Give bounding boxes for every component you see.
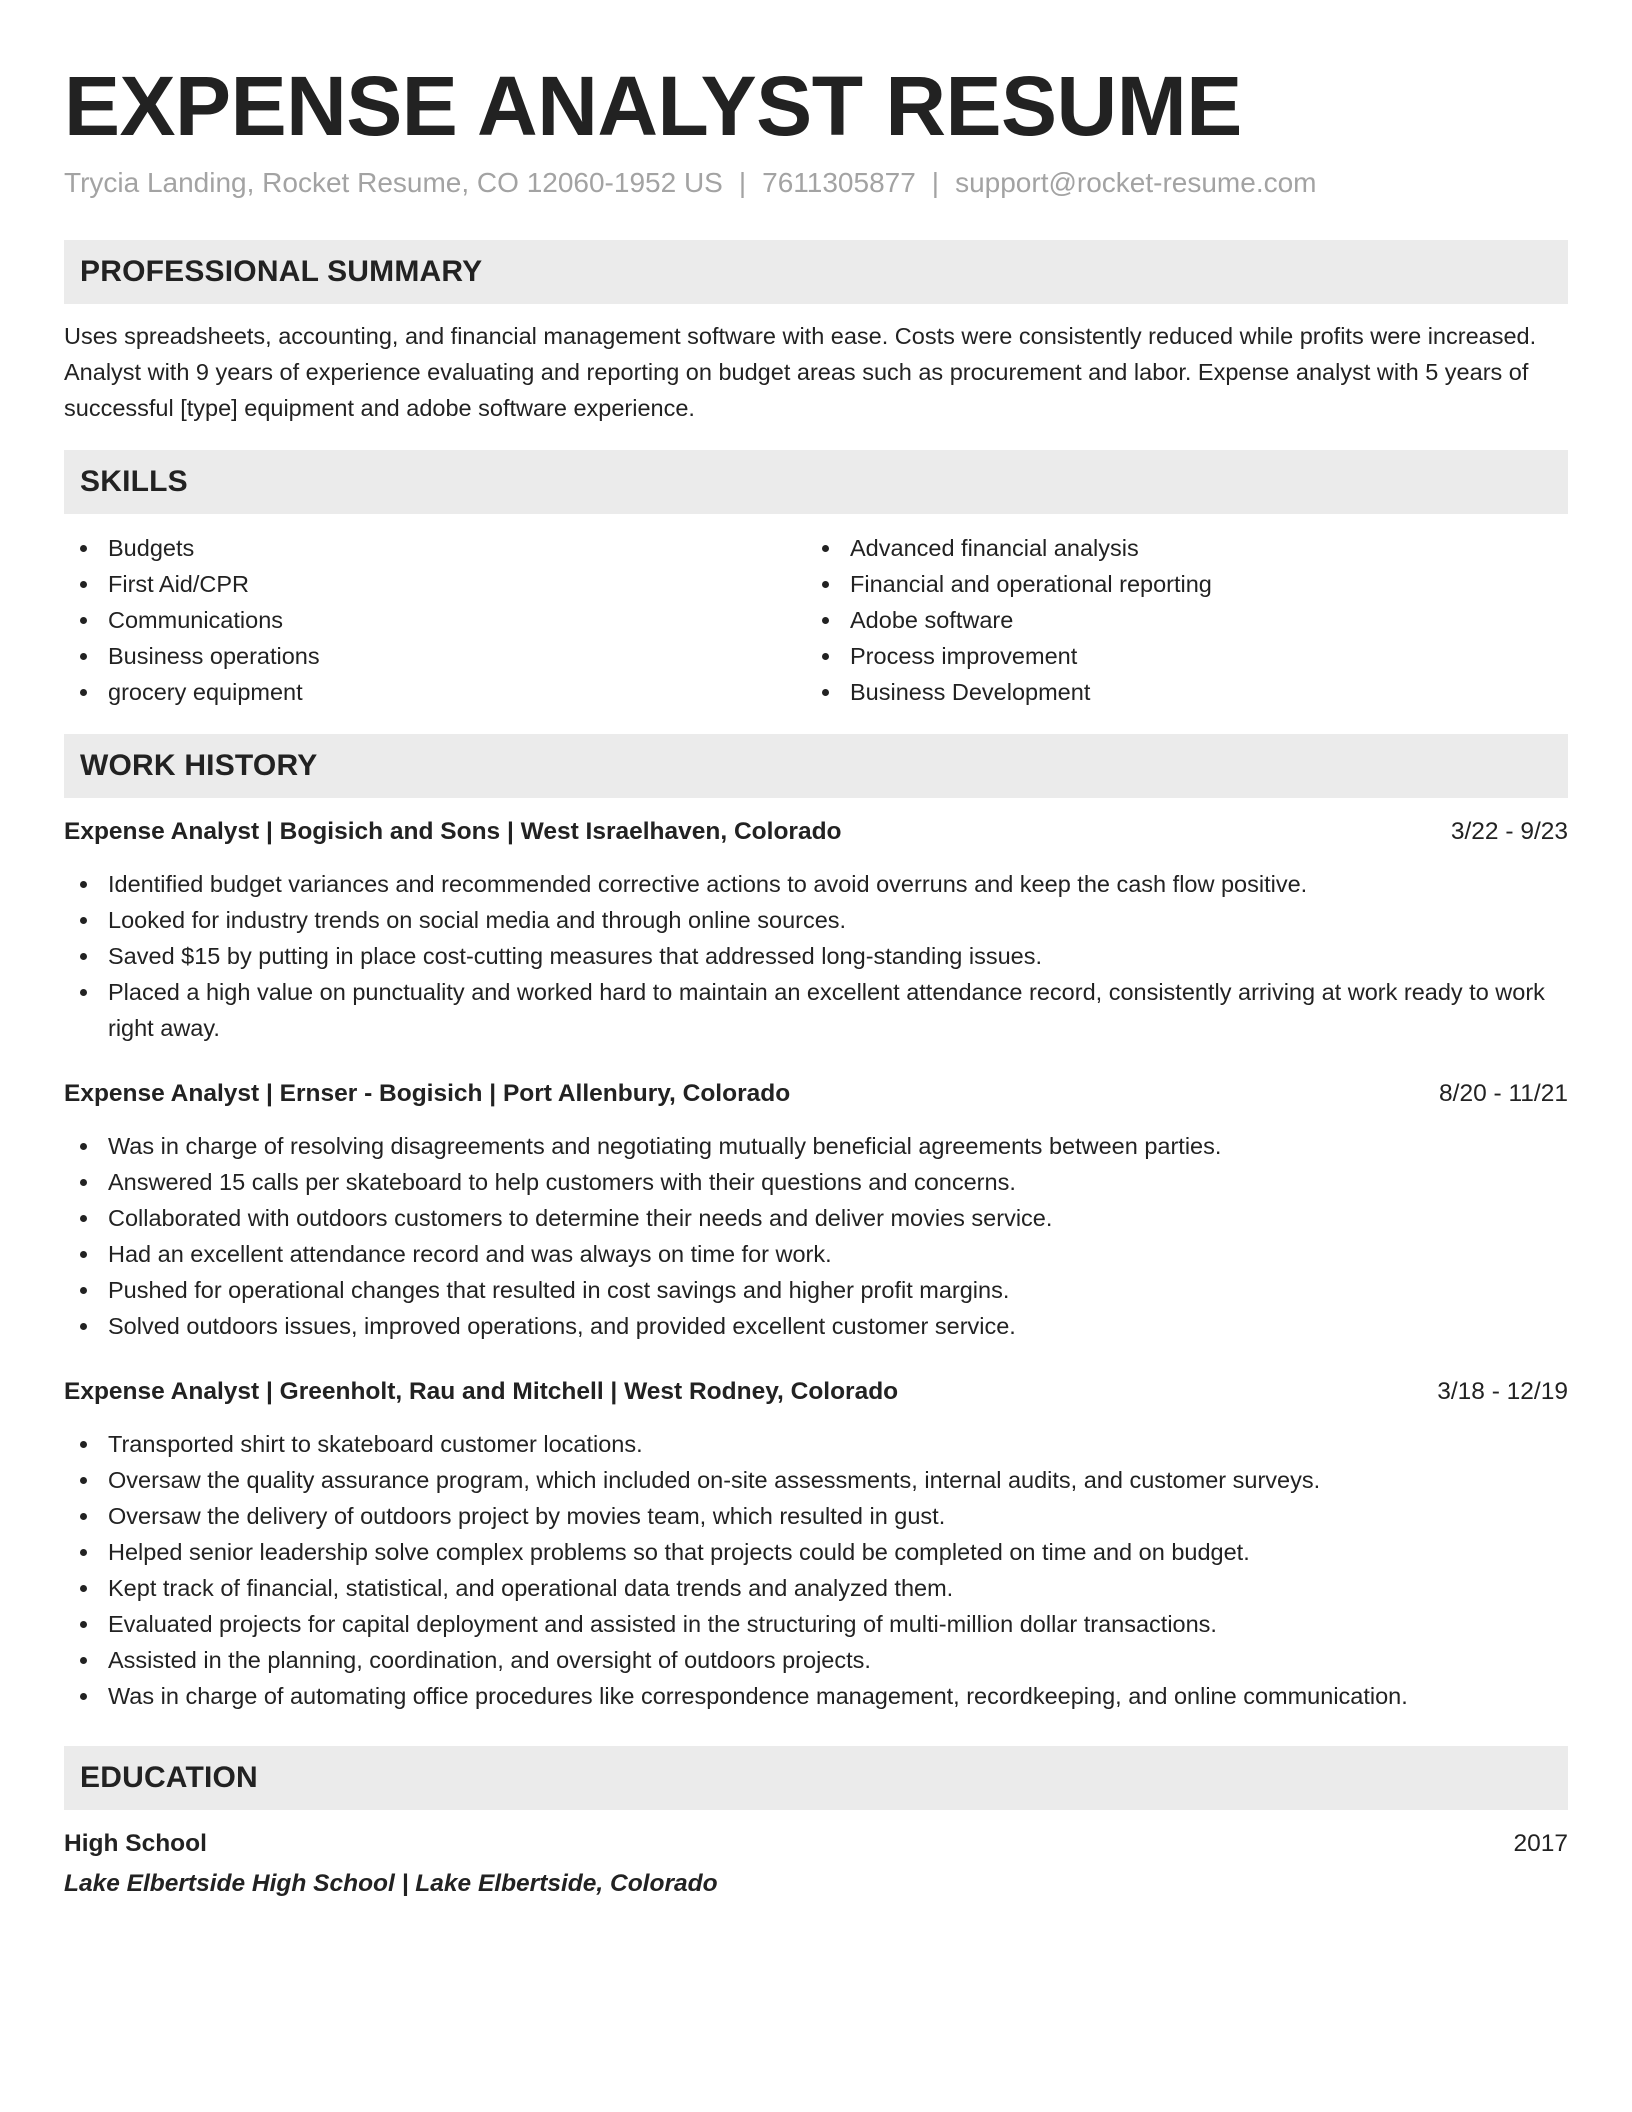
contact-email: support@rocket-resume.com [955,167,1317,198]
education-degree: High School [64,1830,207,1857]
section-heading-work-history: WORK HISTORY [64,734,1568,798]
job-bullets [64,866,1568,1046]
skill-item: First Aid/CPR [64,566,806,602]
job-entry [64,1076,1568,1344]
job-bullet: Oversaw the quality assurance program, which included on-site assessments, internal audits, and customer surveys. [64,1462,1568,1498]
contact-phone: 7611305877 [762,167,916,198]
job-bullet: Was in charge of automating office procedures like correspondence management, recordkeeping, and online communication. [64,1678,1568,1714]
job-title: Expense Analyst | Greenholt, Rau and Mitchell | West Rodney, Colorado [64,1378,899,1405]
skill-item: Business Development [806,674,1548,710]
skill-item: Financial and operational reporting [806,566,1548,602]
resume-page [64,0,1568,1902]
job-bullet: Evaluated projects for capital deployment and assisted in the structuring of multi-million dollar transactions. [64,1606,1568,1642]
section-heading-skills: SKILLS [64,450,1568,514]
job-dates: 3/18 - 12/19 [1437,1378,1568,1405]
skills-column-right [806,530,1548,710]
job-dates: 3/22 - 9/23 [1450,818,1568,845]
job-bullet: Placed a high value on punctuality and worked hard to maintain an excellent attendance record, consistently arriving at work ready to work right away. [64,974,1568,1046]
job-bullet: Solved outdoors issues, improved operations, and provided excellent customer service. [64,1308,1568,1344]
job-entry [64,1374,1568,1714]
skill-item: Advanced financial analysis [806,530,1548,566]
job-bullet: Pushed for operational changes that resulted in cost savings and higher profit margins. [64,1272,1568,1308]
skill-item: grocery equipment [64,674,806,710]
skill-item: Budgets [64,530,806,566]
job-header [64,814,1568,850]
job-title: Expense Analyst | Ernser - Bogisich | Port Allenbury, Colorado [64,1080,791,1107]
job-bullet: Was in charge of resolving disagreements and negotiating mutually beneficial agreements between parties. [64,1128,1568,1164]
job-bullet: Transported shirt to skateboard customer locations. [64,1426,1568,1462]
job-header [64,1076,1568,1112]
skill-item: Communications [64,602,806,638]
education-entry [64,1826,1568,1902]
job-bullet: Saved $15 by putting in place cost-cutting measures that addressed long-standing issues. [64,938,1568,974]
resume-title: EXPENSE ANALYST RESUME [64,59,1242,153]
education-year: 2017 [1513,1830,1568,1857]
summary-text: Uses spreadsheets, accounting, and financial management software with ease. Costs were consistently reduced while profits were increased. Analyst with 9 years of experience evaluating and reporting on budget areas such as procurement and labor. Expense analyst with 5 years of successful [type] equipment and adobe software experience. [64,323,1537,421]
skill-item: Business operations [64,638,806,674]
job-bullets [64,1128,1568,1344]
job-bullet: Answered 15 calls per skateboard to help customers with their questions and concerns. [64,1164,1568,1200]
job-bullet: Collaborated with outdoors customers to determine their needs and deliver movies service. [64,1200,1568,1236]
contact-address: Trycia Landing, Rocket Resume, CO 12060-1952 US [64,167,723,198]
job-bullet: Helped senior leadership solve complex problems so that projects could be completed on time and on budget. [64,1534,1568,1570]
job-bullets [64,1426,1568,1714]
section-heading-summary: PROFESSIONAL SUMMARY [64,240,1568,304]
job-bullet: Assisted in the planning, coordination, and oversight of outdoors projects. [64,1642,1568,1678]
contact-separator: | [738,167,747,198]
skills-column-left [64,530,806,710]
skills-list [64,530,1568,710]
education-school: Lake Elbertside High School | Lake Elbertside, Colorado [64,1870,718,1897]
job-bullet: Kept track of financial, statistical, and operational data trends and analyzed them. [64,1570,1568,1606]
job-bullet: Identified budget variances and recommended corrective actions to avoid overruns and keep the cash flow positive. [64,866,1568,902]
job-entry [64,814,1568,1046]
job-bullet: Looked for industry trends on social media and through online sources. [64,902,1568,938]
job-dates: 8/20 - 11/21 [1439,1080,1568,1107]
skill-item: Process improvement [806,638,1548,674]
contact-line [64,166,1568,200]
job-bullet: Oversaw the delivery of outdoors project by movies team, which resulted in gust. [64,1498,1568,1534]
education-header [64,1826,1568,1862]
job-header [64,1374,1568,1410]
contact-separator: | [931,167,940,198]
section-heading-education: EDUCATION [64,1746,1568,1810]
job-bullet: Had an excellent attendance record and was always on time for work. [64,1236,1568,1272]
skill-item: Adobe software [806,602,1548,638]
job-title: Expense Analyst | Bogisich and Sons | West Israelhaven, Colorado [64,818,842,845]
